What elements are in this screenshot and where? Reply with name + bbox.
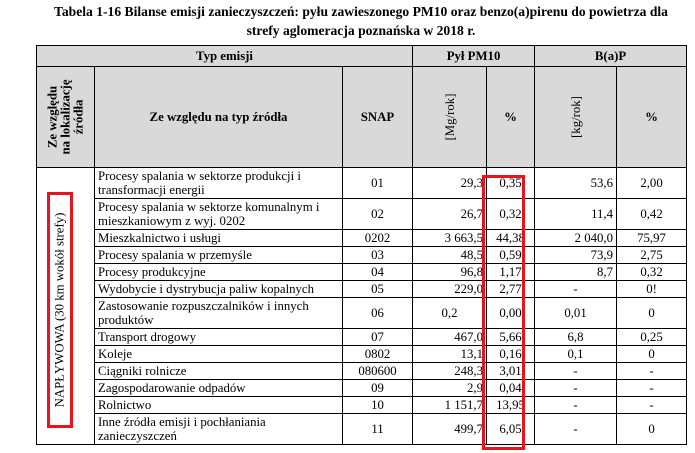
source-cell: Procesy produkcyjne	[95, 264, 343, 281]
lokalizacja-line-1: Ze względu	[45, 85, 59, 149]
bap-cell: -	[535, 380, 617, 397]
source-cell: Procesy spalania w sektorze komunalnym i mieszkaniowym z wyj. 0202	[95, 199, 343, 230]
pm10-cell: 13,1	[413, 346, 487, 363]
bap-cell: -	[535, 363, 617, 380]
bap-pct-cell: 0,25	[617, 329, 687, 346]
pm10-pct-cell: 13,95	[487, 397, 535, 414]
header-kg-rok	[535, 67, 617, 168]
pm10-pct-cell: 0,32	[487, 199, 535, 230]
snap-cell: 10	[343, 397, 413, 414]
table-row	[37, 346, 687, 363]
bap-pct-cell: -	[617, 363, 687, 380]
header-lokalizacja	[37, 67, 95, 168]
pm10-cell: 96,8	[413, 264, 487, 281]
source-cell: Procesy spalania w sektorze produkcji i transformacji energii	[95, 168, 343, 199]
region-highlight-box	[47, 192, 73, 428]
bap-pct-cell: 0!	[617, 281, 687, 298]
bap-pct-cell: 2,00	[617, 168, 687, 199]
pm10-pct-cell: 0,59	[487, 247, 535, 264]
snap-cell: 05	[343, 281, 413, 298]
bap-cell: -	[535, 281, 617, 298]
pm10-pct-cell: 5,66	[487, 329, 535, 346]
header-typ-zrodla: Ze względu na typ źródła	[95, 67, 343, 168]
pm10-cell: 229,0	[413, 281, 487, 298]
pm10-cell: 467,0	[413, 329, 487, 346]
pm10-pct-cell: 0,00	[487, 298, 535, 329]
source-cell: Mieszkalnictwo i usługi	[95, 230, 343, 247]
source-cell: Zastosowanie rozpuszczalników i innych produktów	[95, 298, 343, 329]
source-cell: Koleje	[95, 346, 343, 363]
pm10-pct-cell: 1,17	[487, 264, 535, 281]
pm10-pct-cell: 6,05	[487, 414, 535, 445]
pm10-pct-cell: 0,04	[487, 380, 535, 397]
table-row	[37, 230, 687, 247]
table-row	[37, 363, 687, 380]
pm10-cell: 26,7	[413, 199, 487, 230]
pm10-pct-cell: 3,01	[487, 363, 535, 380]
snap-cell: 03	[343, 247, 413, 264]
bap-cell: 0,1	[535, 346, 617, 363]
table-row	[37, 298, 687, 329]
snap-cell: 04	[343, 264, 413, 281]
snap-cell: 0802	[343, 346, 413, 363]
source-cell: Inne źródła emisji i pochłaniania zanieczyszczeń	[95, 414, 343, 445]
pm10-cell: 248,3	[413, 363, 487, 380]
pm10-cell: 1 151,7	[413, 397, 487, 414]
bap-cell: 73,9	[535, 247, 617, 264]
pm10-cell: 2,9	[413, 380, 487, 397]
pm10-cell: 48,5	[413, 247, 487, 264]
bap-cell: 53,6	[535, 168, 617, 199]
pm10-pct-cell: 0,35	[487, 168, 535, 199]
snap-cell: 0202	[343, 230, 413, 247]
bap-pct-cell: -	[617, 380, 687, 397]
table-row	[37, 264, 687, 281]
bap-cell: 6,8	[535, 329, 617, 346]
header-snap: SNAP	[343, 67, 413, 168]
caption-line-1: Tabela 1-16 Bilanse emisji zanieczyszczeń: pyłu zawieszonego PM10 oraz benzo(a)pirenu do powietrza dla	[54, 4, 668, 19]
pm10-cell: 499,7	[413, 414, 487, 445]
source-cell: Transport drogowy	[95, 329, 343, 346]
bap-cell: -	[535, 397, 617, 414]
source-cell: Rolnictwo	[95, 397, 343, 414]
bap-cell: 2 040,0	[535, 230, 617, 247]
table-row	[37, 414, 687, 445]
lokalizacja-line-2: na lokalizację	[58, 79, 72, 155]
lokalizacja-line-3: źródła	[71, 99, 85, 135]
pm10-pct-cell: 2,77	[487, 281, 535, 298]
bap-pct-cell: -	[617, 397, 687, 414]
pm10-cell: 29,3	[413, 168, 487, 199]
pm10-cell: 0,2	[413, 298, 487, 329]
source-cell: Procesy spalania w przemyśle	[95, 247, 343, 264]
table-row	[37, 281, 687, 298]
bap-cell: 11,4	[535, 199, 617, 230]
bap-cell: 0,01	[535, 298, 617, 329]
table-caption	[36, 2, 686, 40]
header-mg-rok	[413, 67, 487, 168]
header-pct-pm10: %	[487, 67, 535, 168]
snap-cell: 11	[343, 414, 413, 445]
header-typ-emisji: Typ emisji	[37, 46, 413, 67]
bap-pct-cell: 0,32	[617, 264, 687, 281]
snap-cell: 07	[343, 329, 413, 346]
table-row	[37, 329, 687, 346]
bap-pct-cell: 0,42	[617, 199, 687, 230]
pm10-cell: 3 663,5	[413, 230, 487, 247]
table-row	[37, 247, 687, 264]
source-cell: Ciągniki rolnicze	[95, 363, 343, 380]
bap-cell: -	[535, 414, 617, 445]
source-cell: Zagospodarowanie odpadów	[95, 380, 343, 397]
header-pct-bap: %	[617, 67, 687, 168]
region-label: NAPŁYWOWA (30 km wokół strefy)	[52, 212, 67, 408]
header-bap: B(a)P	[535, 46, 687, 67]
pm10-pct-cell: 0,16	[487, 346, 535, 363]
region-cell	[37, 168, 95, 445]
bap-pct-cell: 0	[617, 414, 687, 445]
table-row	[37, 397, 687, 414]
emission-table	[36, 45, 687, 445]
table-row	[37, 380, 687, 397]
snap-cell: 09	[343, 380, 413, 397]
snap-cell: 01	[343, 168, 413, 199]
bap-pct-cell: 2,75	[617, 247, 687, 264]
kg-rok-label: [kg/rok]	[568, 96, 583, 138]
table-row	[37, 168, 687, 199]
source-cell: Wydobycie i dystrybucja paliw kopalnych	[95, 281, 343, 298]
snap-cell: 02	[343, 199, 413, 230]
bap-cell: 8,7	[535, 264, 617, 281]
snap-cell: 06	[343, 298, 413, 329]
table-row	[37, 199, 687, 230]
bap-pct-cell: 0	[617, 298, 687, 329]
pm10-pct-cell: 44,38	[487, 230, 535, 247]
caption-line-2: strefy aglomeracja poznańska w 2018 r.	[246, 23, 476, 38]
snap-cell: 080600	[343, 363, 413, 380]
bap-pct-cell: 75,97	[617, 230, 687, 247]
bap-pct-cell: 0	[617, 346, 687, 363]
header-pyl-pm10: Pył PM10	[413, 46, 535, 67]
mg-rok-label: [Mg/rok]	[442, 93, 457, 141]
